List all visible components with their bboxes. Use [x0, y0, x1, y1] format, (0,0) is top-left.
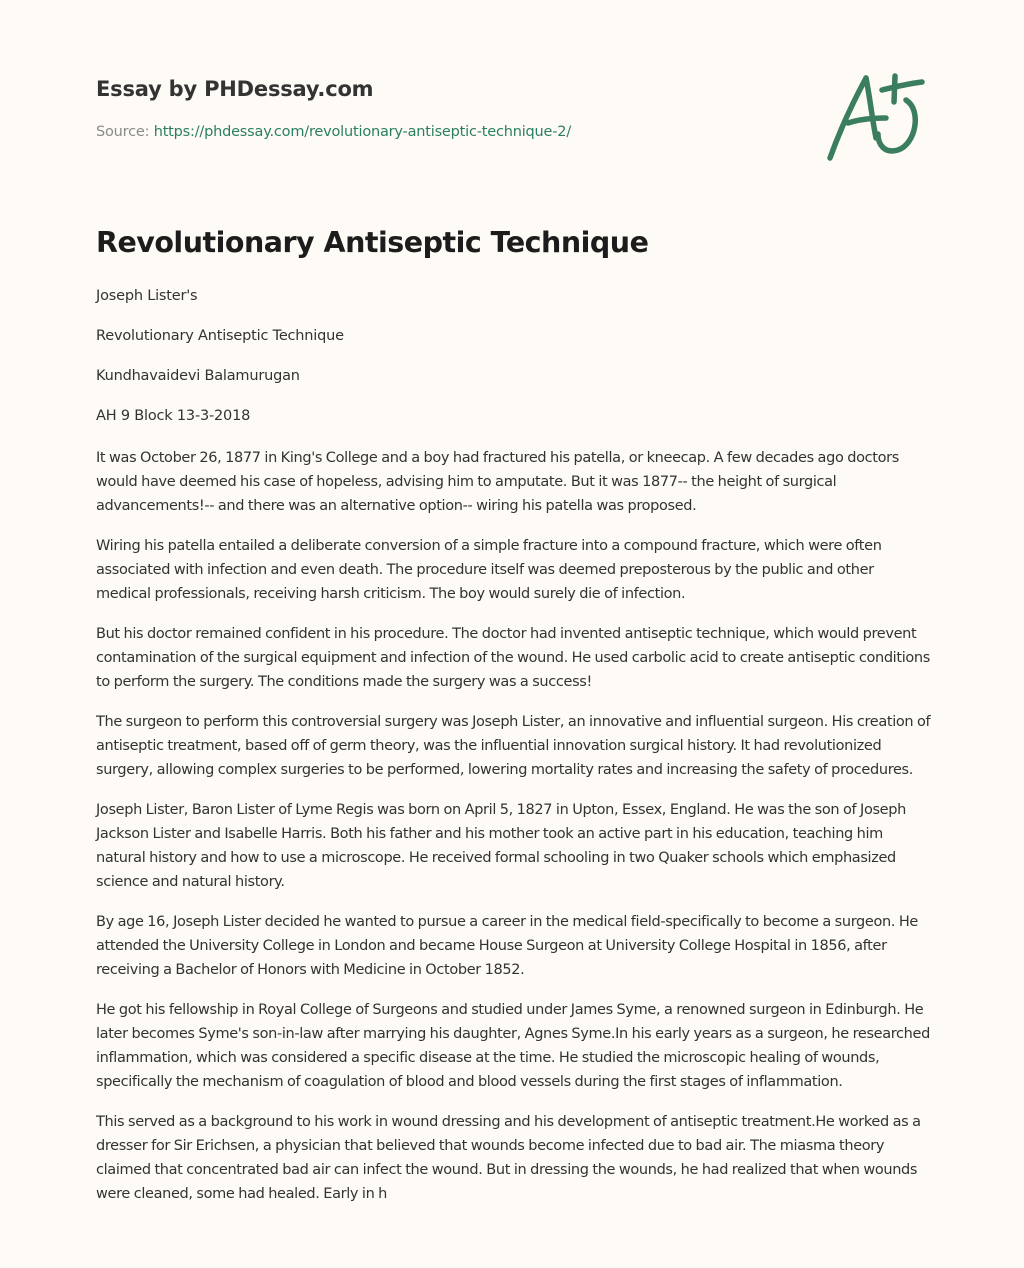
paragraph: It was October 26, 1877 in King's College and a boy had fractured his patella, or kneecap. A few decades ago doctors would have deemed his case of hopeless, advising him to amputate. But it was 1877-- the height of surgical advancements!-- and there was an alternative option-- wiring his patella was proposed. [96, 450, 899, 514]
essay-content [96, 286, 932, 1222]
source-label: Source: [96, 124, 154, 140]
meta-class-date: AH 9 Block 13-3-2018 [96, 408, 251, 424]
meta-author: Kundhavaidevi Balamurugan [96, 368, 300, 384]
paragraph: By age 16, Joseph Lister decided he wanted to pursue a career in the medical field-specifically to become a surgeon. He attended the University College in London and became House Surgeon at University College Hospital in 1856, after receiving a Bachelor of Honors with Medicine in October 1852. [96, 914, 918, 978]
essay-title: Revolutionary Antiseptic Technique [96, 226, 649, 259]
source-line [96, 124, 571, 140]
paragraph: Wiring his patella entailed a deliberate conversion of a simple fracture into a compound fracture, which were often associated with infection and even death. The procedure itself was deemed preposterous by the public and other medical professionals, receiving harsh criticism. The boy would surely die of infection. [96, 538, 882, 602]
paragraph: The surgeon to perform this controversial surgery was Joseph Lister, an innovative and influential surgeon. His creation of antiseptic treatment, based off of germ theory, was the influential innovation surgical history. It had revolutionized surgery, allowing complex surgeries to be performed, lowering mortality rates and increasing the safety of procedures. [96, 714, 931, 778]
paragraph: He got his fellowship in Royal College of Surgeons and studied under James Syme, a renowned surgeon in Edinburgh. He later becomes Syme's son-in-law after marrying his daughter, Agnes Syme.In his early years as a surgeon, he researched inflammation, which was considered a specific disease at the time. He studied the microscopic healing of wounds, specifically the mechanism of coagulation of blood and blood vessels during the first stages of inflammation. [96, 1002, 930, 1090]
meta-subject: Joseph Lister's [96, 288, 198, 304]
paragraph: But his doctor remained confident in his procedure. The doctor had invented antiseptic technique, which would prevent contamination of the surgical equipment and infection of the wound. He used carbolic acid to create antiseptic conditions to perform the surgery. The conditions made the surgery was a success! [96, 626, 930, 690]
paragraph: This served as a background to his work in wound dressing and his development of antiseptic treatment.He worked as a dresser for Sir Erichsen, a physician that believed that wounds become infected due to bad air. The miasma theory claimed that concentrated bad air can infect the wound. But in dressing the wounds, he had realized that when wounds were cleaned, some had healed. Early in h [96, 1114, 921, 1202]
source-link[interactable]: https://phdessay.com/revolutionary-antiseptic-technique-2/ [153, 124, 572, 140]
paragraph: Joseph Lister, Baron Lister of Lyme Regis was born on April 5, 1827 in Upton, Essex, England. He was the son of Joseph Jackson Lister and Isabelle Harris. Both his father and his mother took an active part in his education, teaching him natural history and how to use a microscope. He received formal schooling in two Quaker schools which emphasized science and natural history. [96, 802, 906, 890]
meta-topic: Revolutionary Antiseptic Technique [96, 328, 344, 344]
a-plus-grade-icon [824, 68, 928, 164]
site-brand: Essay by PHDessay.com [96, 77, 374, 101]
